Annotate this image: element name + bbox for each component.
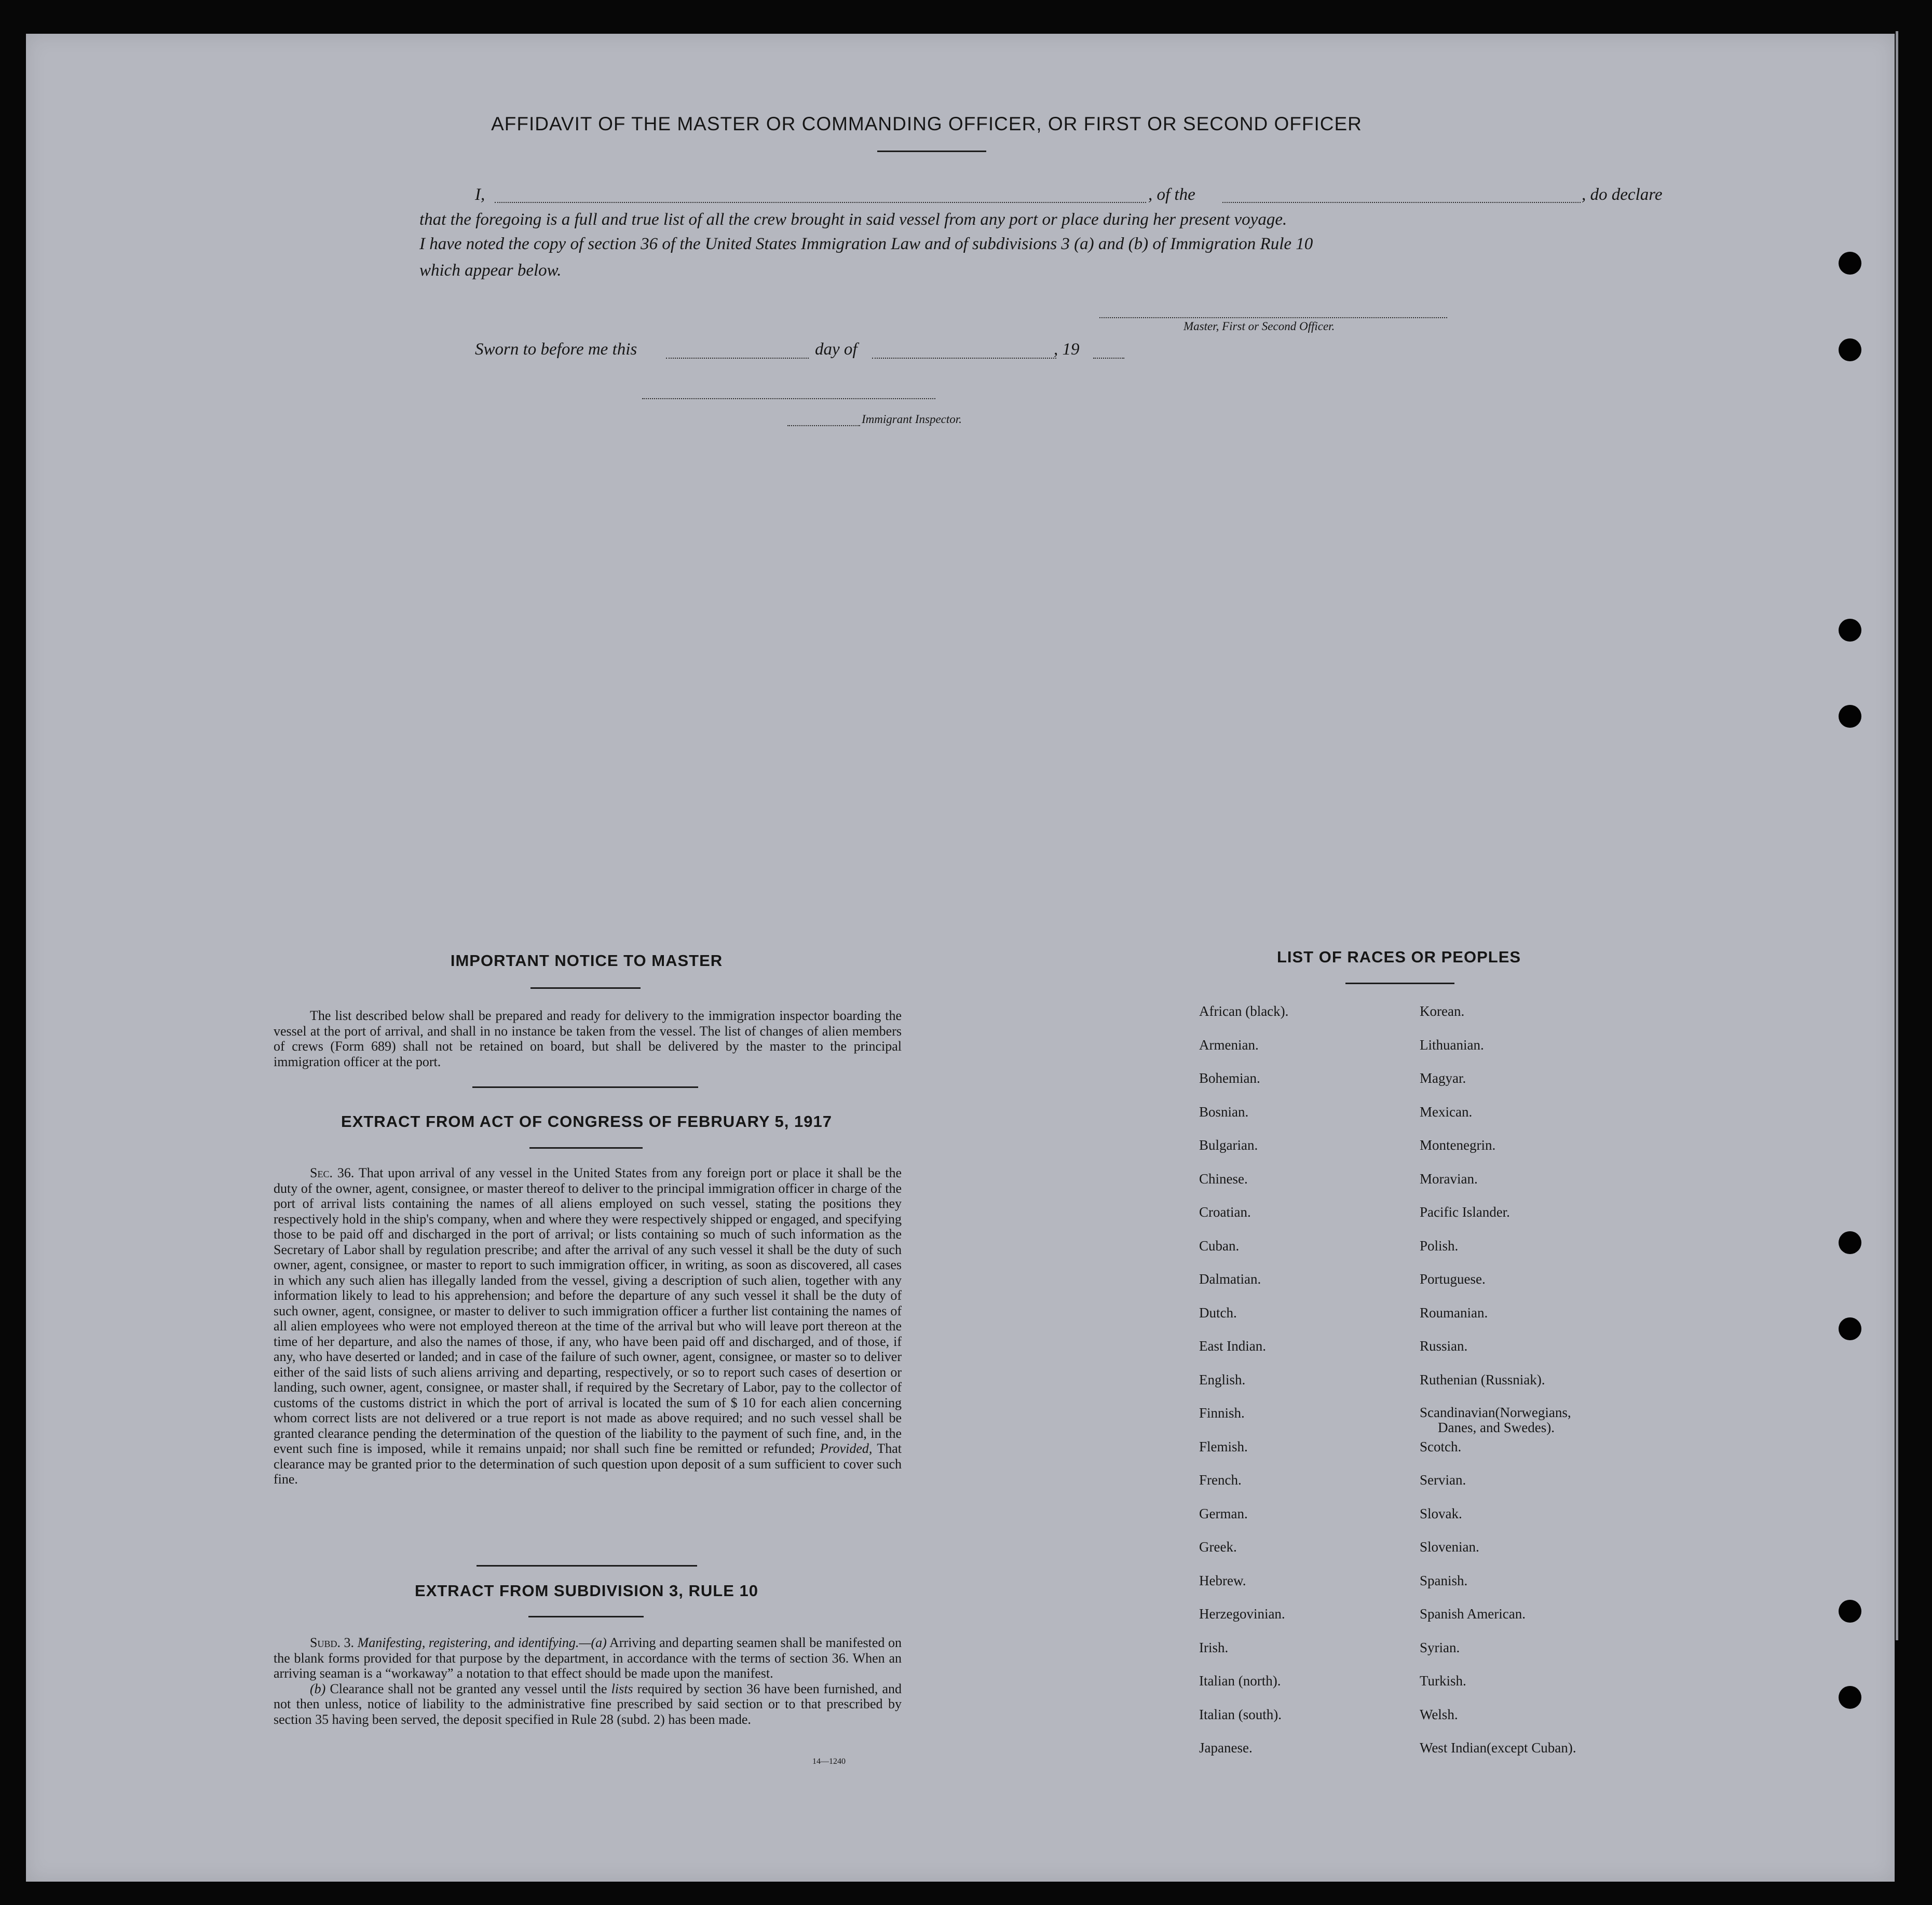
vessel-name-field[interactable] bbox=[1222, 202, 1581, 203]
notice-text: The list described below shall be prepared and ready for delivery to the immigration inspector boarding the vessel at the port of arrival, and shall in no instance be taken from the vessel. The list of changes of alien members of crews (Form 689) shall not be retained on board, but shall be delivered by the master to the principal immigration officer at the port. bbox=[274, 1008, 902, 1069]
race-item: Syrian. bbox=[1420, 1639, 1460, 1655]
rule-subd-b bbox=[274, 1681, 902, 1727]
race-item: Bulgarian. bbox=[1199, 1137, 1258, 1153]
race-item: Irish. bbox=[1199, 1639, 1229, 1655]
sworn-year-field[interactable] bbox=[1093, 358, 1124, 359]
race-item: Flemish. bbox=[1199, 1438, 1248, 1454]
act-section-label: Sec. 36. bbox=[310, 1165, 355, 1180]
master-signature-label: Master, First or Second Officer. bbox=[1183, 320, 1335, 333]
inspector-signature-field[interactable] bbox=[642, 398, 935, 399]
binder-hole bbox=[1839, 1317, 1861, 1340]
page-edge-line bbox=[1896, 31, 1898, 1640]
race-item: Croatian. bbox=[1199, 1204, 1251, 1220]
act-text bbox=[274, 1165, 902, 1487]
rule-subd-a bbox=[274, 1635, 902, 1681]
race-item: Bosnian. bbox=[1199, 1104, 1249, 1120]
race-item: Slovak. bbox=[1420, 1505, 1462, 1521]
of-the-label: , of the bbox=[1148, 185, 1195, 204]
race-item: Slovenian. bbox=[1420, 1539, 1479, 1555]
affidavit-line-1 bbox=[475, 185, 1663, 206]
master-signature-field[interactable] bbox=[1099, 317, 1447, 318]
act-provided: Provided, bbox=[820, 1441, 873, 1456]
binder-hole bbox=[1839, 1231, 1861, 1254]
races-heading: LIST OF RACES OR PEOPLES bbox=[1276, 948, 1521, 966]
race-item: Portuguese. bbox=[1420, 1271, 1486, 1287]
rule-b-label: (b) bbox=[310, 1681, 326, 1696]
race-item: Servian. bbox=[1420, 1472, 1466, 1488]
race-item: Pacific Islander. bbox=[1420, 1204, 1510, 1220]
title-rule bbox=[877, 151, 986, 152]
race-item: Mexican. bbox=[1420, 1104, 1473, 1120]
declarant-name-field[interactable] bbox=[495, 202, 1146, 203]
rule-rule bbox=[528, 1616, 644, 1617]
binder-hole bbox=[1839, 338, 1861, 361]
sworn-month-field[interactable] bbox=[872, 358, 1056, 359]
race-item: French. bbox=[1199, 1472, 1242, 1488]
race-item: Chinese. bbox=[1199, 1171, 1248, 1187]
race-item bbox=[1420, 1405, 1648, 1439]
sworn-text: Sworn to before me this bbox=[475, 340, 637, 359]
rule-text-a: Arriving and departing seamen shall be manifested on the blank forms provided for that purpose by the department, in accordance with the terms of section 36. When an arriving seaman is a “workaway” a notation to that effect should be made upon the manifest. bbox=[274, 1635, 902, 1681]
form-number: 14—1240 bbox=[812, 1757, 846, 1766]
act-text-b: That clearance may be granted prior to the determination of such question upon deposit of a sum sufficient to cover such fine. bbox=[274, 1441, 902, 1487]
do-declare-label: , do declare bbox=[1582, 185, 1663, 204]
race-item: Herzegovinian. bbox=[1199, 1606, 1285, 1622]
rule-subd-label: Subd. 3. bbox=[310, 1635, 355, 1650]
act-text-a: That upon arrival of any vessel in the United States from any foreign port or place it shall be the duty of the owner, agent, consignee, or master thereof to deliver to the principal immigration officer in charge of the port of arrival lists containing the names of all aliens employed on such vessel, stating the positions they respectively hold in the ship's company, when and where they were respectively shipped or engaged, and specifying those to be paid off and discharged in the port of arrival; or lists containing so much of such information as the Secretary of Labor shall by regulation prescribe; and after the arrival of any such vessel it shall be the duty of such owner, agent, consignee, or master to report to such immigration officer, in writing, as soon as discovered, all cases in which any such alien has illegally landed from the vessel, giving a description of such alien, together with any information likely to lead to his apprehension; and before the departure of any such vessel it shall be the duty of such owner, agent, consignee, or master to deliver to such immigration officer a further list containing the names of all alien employees who were not employed thereon at the time of the arrival but who will leave port thereon at the time of her departure, and also the names of those, if any, who have been paid off and discharged, and of those, if any, who have deserted or landed; and in case of the failure of such owner, agent, consignee, or master so to deliver either of the said lists of such aliens arriving and departing, respectively, or so to report such cases of desertion or landing, such owner, agent, consignee, or master shall, if required by the Secretary of Labor, pay to the collector of customs of the customs district in which the port of arrival is located the sum of $ 10 for each alien concerning whom correct lists are not delivered or a true report is not made as above required; and no such vessel shall be granted clearance pending the determination of the question of the liability to the payment of such fine, and, in the event such fine is imposed, while it remains unpaid; nor shall such fine be remitted or refunded; bbox=[274, 1165, 902, 1456]
race-item: Spanish. bbox=[1420, 1572, 1468, 1588]
race-item: Scotch. bbox=[1420, 1438, 1462, 1454]
affidavit-title: AFFIDAVIT OF THE MASTER OR COMMANDING OFFICER, OR FIRST OR SECOND OFFICER bbox=[491, 113, 1362, 134]
rule-text-b2: required by section 36 have been furnished, and not then unless, notice of liability to the administrative fine prescribed by said section or to that prescribed by section 35 having been served, the deposit specified in Rule 28 (subd. 2) has been made. bbox=[274, 1681, 902, 1727]
race-item: Moravian. bbox=[1420, 1171, 1478, 1187]
race-item: African (black). bbox=[1199, 1003, 1289, 1019]
inspector-prefix-field[interactable] bbox=[787, 425, 860, 426]
race-item: Welsh. bbox=[1420, 1706, 1458, 1722]
section-divider bbox=[477, 1565, 697, 1567]
race-item: Italian (south). bbox=[1199, 1706, 1282, 1722]
race-item: East Indian. bbox=[1199, 1338, 1266, 1354]
race-item: Montenegrin. bbox=[1420, 1137, 1496, 1153]
race-item-scandinavian: Scandinavian(Norwegians, bbox=[1420, 1405, 1571, 1420]
race-item: Cuban. bbox=[1199, 1237, 1240, 1254]
section-divider bbox=[472, 1086, 698, 1088]
year-prefix: , 19 bbox=[1054, 340, 1080, 359]
rule-text bbox=[274, 1635, 902, 1727]
binder-hole bbox=[1839, 619, 1861, 642]
races-rule bbox=[1345, 983, 1454, 984]
race-item: Lithuanian. bbox=[1420, 1037, 1484, 1053]
race-item-scandinavian-cont: Danes, and Swedes). bbox=[1438, 1420, 1555, 1435]
race-item: Korean. bbox=[1420, 1003, 1465, 1019]
notice-heading: IMPORTANT NOTICE TO MASTER bbox=[450, 951, 723, 970]
race-item: Bohemian. bbox=[1199, 1070, 1260, 1086]
races-column-1 bbox=[1199, 1003, 1407, 1774]
race-item: Roumanian. bbox=[1420, 1304, 1488, 1321]
race-item: Magyar. bbox=[1420, 1070, 1466, 1086]
race-item: Japanese. bbox=[1199, 1740, 1253, 1756]
race-item: Russian. bbox=[1420, 1338, 1468, 1354]
race-item: Ruthenian (Russniak). bbox=[1420, 1371, 1545, 1387]
race-item: Armenian. bbox=[1199, 1037, 1259, 1053]
race-item: Italian (north). bbox=[1199, 1673, 1281, 1689]
binder-hole bbox=[1839, 1600, 1861, 1623]
day-of-label: day of bbox=[815, 340, 858, 359]
race-item: Hebrew. bbox=[1199, 1572, 1246, 1588]
race-item: West Indian(except Cuban). bbox=[1420, 1740, 1576, 1756]
rule-subd-title: Manifesting, registering, and identifying.—(a) bbox=[357, 1635, 607, 1650]
race-item: Turkish. bbox=[1420, 1673, 1466, 1689]
declarant-prefix: I, bbox=[475, 185, 485, 204]
race-item: English. bbox=[1199, 1371, 1246, 1387]
inspector-label: Immigrant Inspector. bbox=[862, 413, 962, 426]
rule-text-b1: Clearance shall not be granted any vessel until the bbox=[330, 1681, 607, 1696]
race-item: German. bbox=[1199, 1505, 1248, 1521]
binder-hole bbox=[1839, 1686, 1861, 1709]
races-column-2 bbox=[1420, 1003, 1648, 1774]
binder-hole bbox=[1839, 705, 1861, 728]
affidavit-line-2: that the foregoing is a full and true list of all the crew brought in said vessel from any port or place during her present voyage. bbox=[419, 210, 1287, 229]
race-item: Polish. bbox=[1420, 1237, 1459, 1254]
rule-heading: EXTRACT FROM SUBDIVISION 3, RULE 10 bbox=[415, 1582, 758, 1600]
race-item: Finnish. bbox=[1199, 1405, 1245, 1421]
affidavit-line-4: which appear below. bbox=[419, 261, 562, 280]
sworn-day-field[interactable] bbox=[666, 358, 809, 359]
rule-lists-word: lists bbox=[611, 1681, 633, 1696]
race-item: Dutch. bbox=[1199, 1304, 1237, 1321]
race-item: Greek. bbox=[1199, 1539, 1237, 1555]
notice-rule bbox=[530, 987, 641, 989]
affidavit-line-3: I have noted the copy of section 36 of the United States Immigration Law and of subdivisions 3 (a) and (b) of Immigration Rule 10 bbox=[419, 235, 1313, 253]
race-item: Spanish American. bbox=[1420, 1606, 1526, 1622]
act-rule bbox=[529, 1147, 643, 1149]
binder-hole bbox=[1839, 252, 1861, 275]
act-heading: EXTRACT FROM ACT OF CONGRESS OF FEBRUARY 5, 1917 bbox=[341, 1112, 832, 1131]
race-item: Dalmatian. bbox=[1199, 1271, 1261, 1287]
